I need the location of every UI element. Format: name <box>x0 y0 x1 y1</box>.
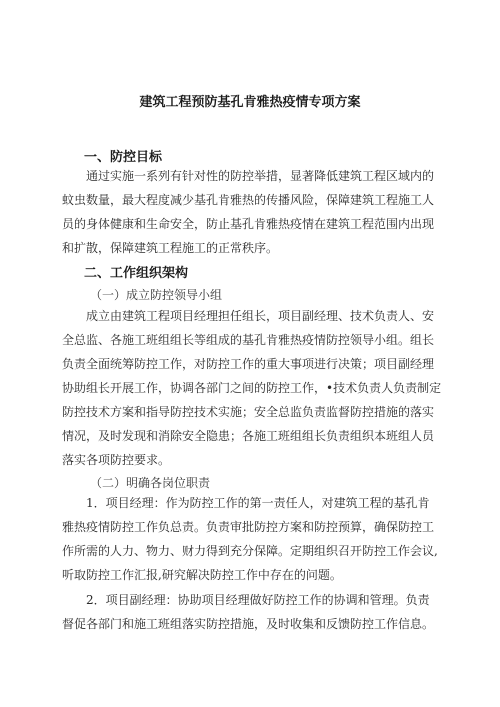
text-line: 成立由建筑工程项目经理担任组长，项目副经理、技术负责人、安 <box>86 309 435 323</box>
text-line: 全总监、各施工班组组长等组成的基孔肯雅热疫情防控领导小组。组长 <box>62 333 435 347</box>
section-heading-organization: 二、工作组织架构 <box>84 266 189 281</box>
text-line: 落实各项防控要求。 <box>62 453 171 467</box>
text-line: 2．项目副经理：协助项目经理做好防控工作的协调和管理。负责 <box>86 593 430 607</box>
text-line: 作所需的人力、物力、财力得到充分保障。定期组织召开防控工作会议, <box>62 544 438 558</box>
paragraph-goals <box>62 164 460 260</box>
text-line: 和扩散，保障建筑工程施工的正常秩序。 <box>62 241 279 255</box>
list-item-deputy-manager <box>62 588 460 636</box>
text-line: 雅热疫情防控工作负总责。负责审批防控方案和防控预算，确保防控工 <box>62 520 435 534</box>
subsection-heading-leadership-group: （一）成立防控领导小组 <box>90 288 223 302</box>
text-line: 员的身体健康和生命安全，防止基孔肯雅热疫情在建筑工程范围内出现 <box>62 217 435 231</box>
text-line: 督促各部门和施工班组落实防控措施，及时收集和反馈防控工作信息。 <box>62 617 435 631</box>
text-line: 负责全面统筹防控工作，对防控工作的重大事项进行决策；项目副经理 <box>62 357 435 371</box>
text-line: 防控技术方案和指导防控技术实施；安全总监负责监督防控措施的落实 <box>62 405 435 419</box>
subsection-heading-responsibilities: （二）明确各岗位职责 <box>90 476 211 490</box>
text-line: 蚊虫数量，最大程度减少基孔肯雅热的传播风险，保障建筑工程施工人 <box>62 193 435 207</box>
section-heading-goals: 一、防控目标 <box>84 150 163 165</box>
text-line: 1．项目经理：作为防控工作的第一责任人，对建筑工程的基孔肯 <box>86 496 430 510</box>
text-line: 协助组长开展工作，协调各部门之间的防控工作，•技术负责人负责制定 <box>62 381 442 395</box>
text-line: 情况，及时发现和消除安全隐患；各施工班组组长负责组织本班组人员 <box>62 429 435 443</box>
text-line: 通过实施一系列有针对性的防控举措，显著降低建筑工程区域内的 <box>86 169 435 183</box>
list-item-project-manager <box>62 491 460 587</box>
document-title: 建筑工程预防基孔肯雅热疫情专项方案 <box>139 95 361 110</box>
text-line: 听取防控工作汇报,研究解决防控工作中存在的问题。 <box>62 568 342 582</box>
paragraph-leadership-group <box>62 304 460 472</box>
